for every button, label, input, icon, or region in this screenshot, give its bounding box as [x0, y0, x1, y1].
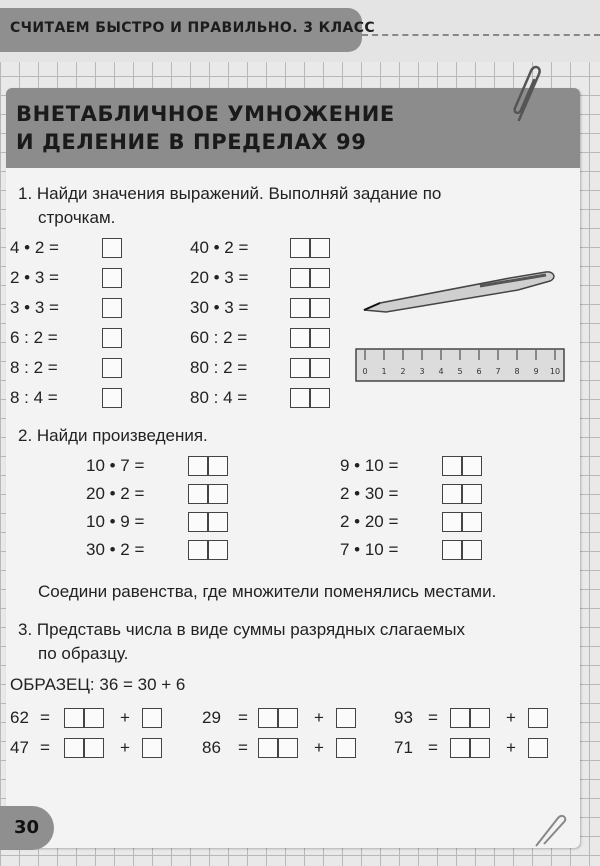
task3-r1-c1-equals-sign: = [238, 738, 248, 757]
title-line-1: ВНЕТАБЛИЧНОЕ УМНОЖЕНИЕ [16, 102, 395, 126]
task1-left-1-answer-box[interactable] [102, 268, 122, 288]
task3-r0-c0-units-box[interactable] [142, 708, 162, 728]
task2-right-1-answer-box[interactable] [442, 484, 482, 504]
task1-right-2-answer-box[interactable] [290, 298, 330, 318]
task2-left-0-answer-box[interactable] [188, 456, 228, 476]
task2-left-2-answer-box[interactable] [188, 512, 228, 532]
ruler-label: 7 [495, 367, 501, 376]
task1-left-2-expression: 3 • 3 = [10, 298, 59, 317]
task1-left-4-answer-box[interactable] [102, 358, 122, 378]
task3-sample: ОБРАЗЕЦ: 36 = 30 + 6 [10, 675, 186, 694]
task1-left-3-expression: 6 : 2 = [10, 328, 58, 347]
task3-r0-c0-tens-box[interactable] [64, 708, 104, 728]
task3-r0-c0-plus-sign: + [120, 708, 130, 727]
task1-left-5-expression: 8 : 4 = [10, 388, 58, 407]
task1-right-5-expression: 80 : 4 = [190, 388, 248, 407]
task3-r0-c1-number: 29 [202, 708, 221, 727]
task1-right-0-expression: 40 • 2 = [190, 238, 249, 257]
task3-r1-c1-tens-box[interactable] [258, 738, 298, 758]
task3-r1-c0-units-box[interactable] [142, 738, 162, 758]
task2-right-2-answer-box[interactable] [442, 512, 482, 532]
task2-heading: 2. Найди произведения. [18, 426, 208, 445]
task3-r1-c2-tens-box[interactable] [450, 738, 490, 758]
task1-left-2-answer-box[interactable] [102, 298, 122, 318]
task3-r1-c0-tens-box[interactable] [64, 738, 104, 758]
task3-r1-c0-plus-sign: + [120, 738, 130, 757]
task3-r0-c2-tens-box[interactable] [450, 708, 490, 728]
pen-icon [360, 270, 560, 320]
ruler-label: 1 [381, 367, 387, 376]
ruler-label: 4 [438, 367, 444, 376]
task3-r0-c0-number: 62 [10, 708, 29, 727]
task2-right-2-expression: 2 • 20 = [340, 512, 399, 531]
page-title [16, 100, 486, 156]
ruler-label: 6 [476, 367, 482, 376]
task3-r0-c2-units-box[interactable] [528, 708, 548, 728]
task2-left-1-expression: 20 • 2 = [86, 484, 145, 503]
ruler-label: 2 [400, 367, 406, 376]
task1-left-0-expression: 4 • 2 = [10, 238, 59, 257]
task3-r1-c2-plus-sign: + [506, 738, 516, 757]
task2-left-1-answer-box[interactable] [188, 484, 228, 504]
task1-right-3-answer-box[interactable] [290, 328, 330, 348]
task3-r0-c2-number: 93 [394, 708, 413, 727]
task1-left-3-answer-box[interactable] [102, 328, 122, 348]
ruler-label: 9 [533, 367, 539, 376]
task2-left-3-answer-box[interactable] [188, 540, 228, 560]
task1-right-5-answer-box[interactable] [290, 388, 330, 408]
title-line-2: И ДЕЛЕНИЕ В ПРЕДЕЛАХ 99 [16, 130, 367, 154]
task1-right-2-expression: 30 • 3 = [190, 298, 249, 317]
task2-note: Соедини равенства, где множители поменялись местами. [38, 582, 497, 601]
task1-right-1-answer-box[interactable] [290, 268, 330, 288]
paperclip-icon [505, 62, 549, 126]
task3-r0-c2-plus-sign: + [506, 708, 516, 727]
task2-left-2-expression: 10 • 9 = [86, 512, 145, 531]
task1-right-1-expression: 20 • 3 = [190, 268, 249, 287]
task1-left-4-expression: 8 : 2 = [10, 358, 58, 377]
header-text: СЧИТАЕМ БЫСТРО И ПРАВИЛЬНО. 3 КЛАСС [10, 20, 376, 36]
task1-left-0-answer-box[interactable] [102, 238, 122, 258]
task2-right-0-expression: 9 • 10 = [340, 456, 399, 475]
task3-r0-c2-equals-sign: = [428, 708, 438, 727]
task3-text-line1: 3. Представь числа в виде суммы разрядных слагаемых [18, 620, 465, 639]
task2-right-3-expression: 7 • 10 = [340, 540, 399, 559]
task3-r1-c1-units-box[interactable] [336, 738, 356, 758]
task1-right-3-expression: 60 : 2 = [190, 328, 248, 347]
task1-text-line1: 1. Найди значения выражений. Выполняй задание по [18, 184, 442, 203]
task3-r0-c1-tens-box[interactable] [258, 708, 298, 728]
ruler-label: 3 [419, 367, 425, 376]
task2-left-0-expression: 10 • 7 = [86, 456, 145, 475]
page-number: 30 [14, 817, 40, 838]
task3-r1-c1-number: 86 [202, 738, 221, 757]
task1-right-0-answer-box[interactable] [290, 238, 330, 258]
task3-r1-c2-equals-sign: = [428, 738, 438, 757]
ruler-label: 8 [514, 367, 520, 376]
task3-r1-c1-plus-sign: + [314, 738, 324, 757]
ruler-label: 0 [362, 367, 368, 376]
ruler-label: 10 [549, 367, 561, 376]
ruler-icon [355, 348, 565, 382]
task3-r1-c0-equals-sign: = [40, 738, 50, 757]
task1-right-4-answer-box[interactable] [290, 358, 330, 378]
task3-r1-c2-number: 71 [394, 738, 413, 757]
task3-r0-c0-equals-sign: = [40, 708, 50, 727]
task3-r1-c2-units-box[interactable] [528, 738, 548, 758]
task2-left-3-expression: 30 • 2 = [86, 540, 145, 559]
task3-r1-c0-number: 47 [10, 738, 29, 757]
task2-right-0-answer-box[interactable] [442, 456, 482, 476]
ruler-label: 5 [457, 367, 463, 376]
cut-line [362, 34, 600, 36]
task1-left-1-expression: 2 • 3 = [10, 268, 59, 287]
task2-right-3-answer-box[interactable] [442, 540, 482, 560]
task1-text-line2: строчкам. [38, 208, 116, 227]
task1-right-4-expression: 80 : 2 = [190, 358, 248, 377]
task3-r0-c1-units-box[interactable] [336, 708, 356, 728]
task1-left-5-answer-box[interactable] [102, 388, 122, 408]
task3-r0-c1-equals-sign: = [238, 708, 248, 727]
task3-r0-c1-plus-sign: + [314, 708, 324, 727]
task3-text-line2: по образцу. [38, 644, 129, 663]
task2-right-1-expression: 2 • 30 = [340, 484, 399, 503]
paperclip-icon [530, 810, 570, 850]
